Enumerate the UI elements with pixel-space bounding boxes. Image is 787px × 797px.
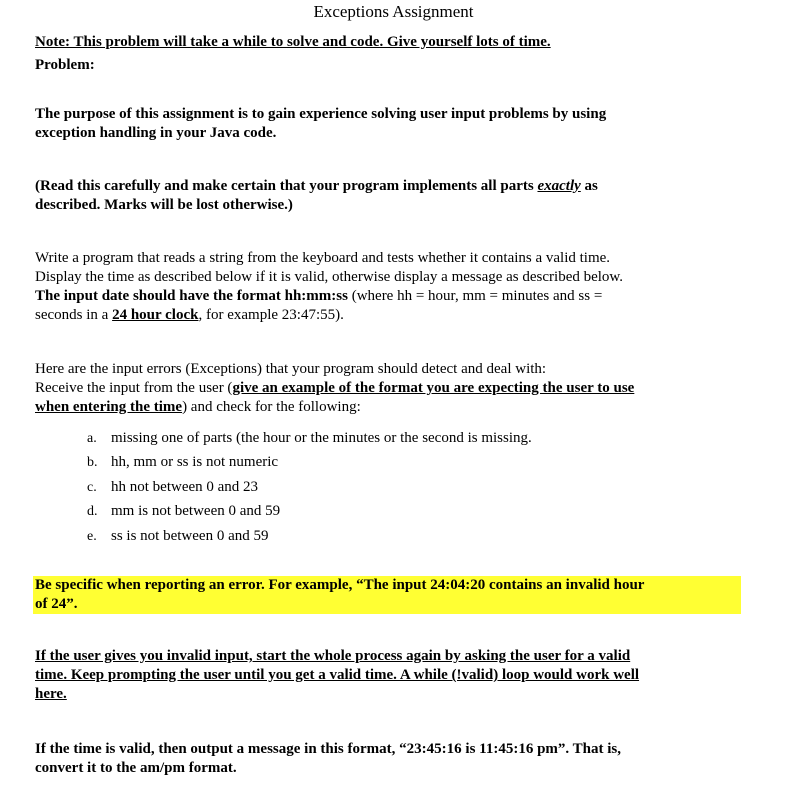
list-marker: b. [87,455,98,470]
list-item-text: hh, mm or ss is not numeric [111,454,279,470]
example-text: , for example 23:47:55). [198,307,344,323]
list-item [87,526,268,546]
list-marker: d. [87,504,98,519]
exactly-emphasis: exactly [537,178,581,194]
read-carefully-paragraph [35,177,745,215]
list-item [87,477,258,497]
invalid-input-line-1: If the user gives you invalid input, start the whole process again by asking the user for a valid [35,648,631,664]
list-marker: a. [87,431,97,446]
purpose-line-2: exception handling in your Java code. [35,125,277,141]
check-following-text: ) and check for the following: [182,399,361,415]
list-item-text: ss is not between 0 and 59 [111,528,269,544]
errors-intro-paragraph [35,360,745,417]
be-specific-highlight [33,576,741,614]
purpose-line-1: The purpose of this assignment is to gain experience solving user input problems by using [35,106,607,122]
read-carefully-as: as [580,178,598,194]
list-marker: c. [87,480,97,495]
errors-intro-line-2 [35,379,745,398]
list-item-text: hh not between 0 and 23 [111,479,259,495]
clock-emphasis: 24 hour clock [112,307,199,323]
list-item [87,501,280,521]
read-carefully-text: (Read this carefully and make certain that your program implements all parts [35,178,538,194]
list-item [87,452,278,472]
receive-input-text: Receive the input from the user ( [35,380,233,396]
valid-output-line-2: convert it to the am/pm format. [35,760,237,776]
errors-intro-line-3 [35,398,745,417]
entering-time-emphasis: when entering the time [35,399,183,415]
list-item-text: mm is not between 0 and 59 [111,503,281,519]
invalid-input-paragraph [35,647,745,704]
invalid-input-line-2: time. Keep prompting the user until you get a valid time. A while (!valid) loop would work well [35,667,640,683]
write-program-line-1: Write a program that reads a string from the keyboard and tests whether it contains a valid time. [35,250,611,266]
write-program-line-2: Display the time as described below if it is valid, otherwise display a message as described below. [35,269,624,285]
example-format-emphasis: give an example of the format you are expecting the user to use [232,380,635,396]
be-specific-line-1: Be specific when reporting an error. For example, “The input 24:04:20 contains an invalid hour [35,577,645,593]
write-program-line-3 [35,287,745,306]
list-item [87,428,532,448]
invalid-input-line-3: here. [35,686,67,702]
write-program-paragraph [35,249,745,325]
valid-output-line-1: If the time is valid, then output a message in this format, “23:45:16 is 11:45:16 pm”. That is, [35,741,621,757]
format-requirement: The input date should have the format hh:mm:ss [35,288,348,304]
read-carefully-line-1 [35,177,745,196]
valid-output-paragraph [35,740,745,778]
list-marker: e. [87,529,97,544]
be-specific-line-2: of 24”. [35,596,78,612]
document-title: Exceptions Assignment [313,2,474,21]
errors-intro-line-1: Here are the input errors (Exceptions) that your program should detect and deal with: [35,361,547,377]
note-line: Note: This problem will take a while to solve and code. Give yourself lots of time. [35,34,551,50]
problem-label: Problem: [35,57,95,73]
purpose-paragraph [35,105,745,143]
read-carefully-line-2: described. Marks will be lost otherwise.) [35,197,293,213]
format-explanation: (where hh = hour, mm = minutes and ss = [347,288,603,304]
list-item-text: missing one of parts (the hour or the minutes or the second is missing. [111,430,532,446]
write-program-line-4 [35,306,745,325]
seconds-text: seconds in a [35,307,113,323]
